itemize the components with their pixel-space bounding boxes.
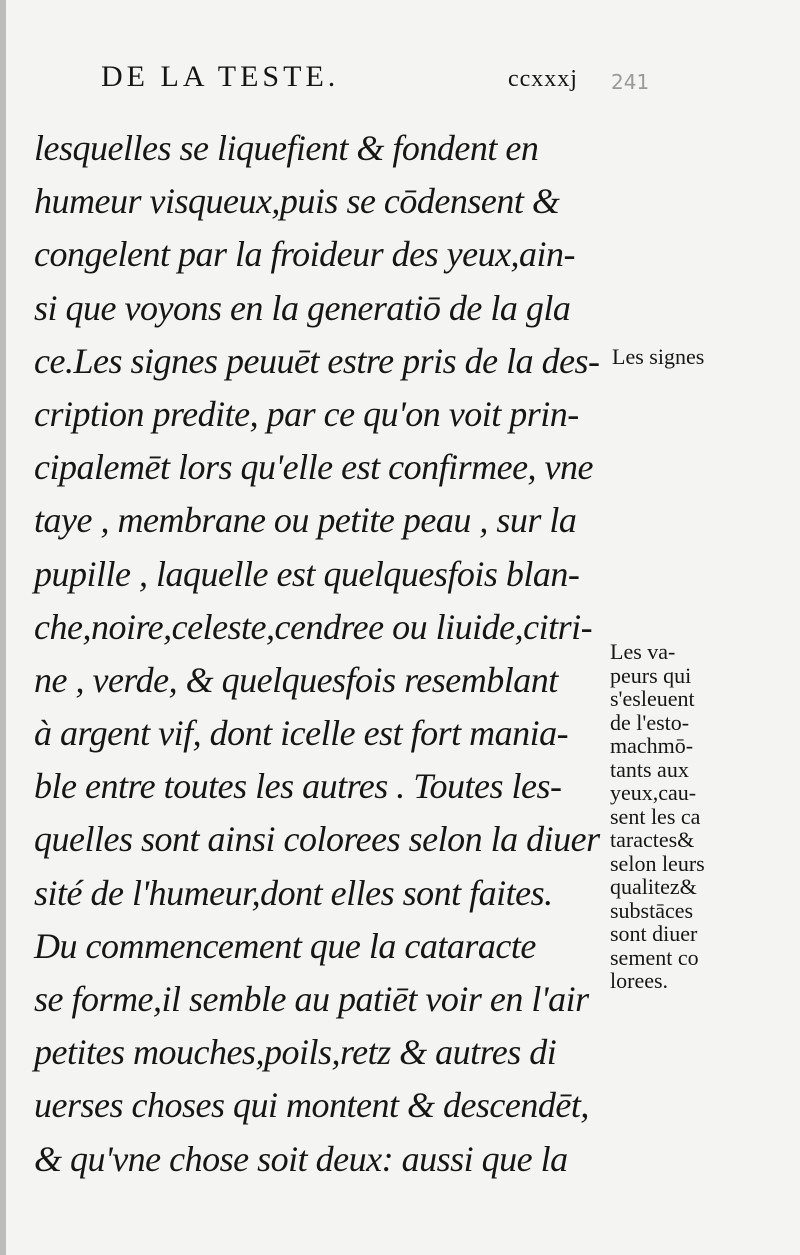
text-line: Du commencement que la cataracte (34, 925, 536, 966)
text-line: cipalemēt lors qu'elle est confirmee, vne (34, 447, 594, 488)
folio-number: ccxxxj (508, 66, 578, 92)
text-line: humeur visqueux,puis se cōdensent & (34, 181, 560, 222)
text-line: à argent vif, dont icelle est fort mania- (34, 713, 569, 754)
text-line: congelent par la froideur des yeux,ain- (34, 234, 576, 275)
body-text (34, 122, 609, 1186)
text-line: petites mouches,poils,retz & autres di (34, 1032, 557, 1073)
text-line: sité de l'humeur,dont elles sont faites. (34, 872, 553, 913)
marginal-line: machmō- (610, 733, 694, 758)
text-line: ne , verde, & quelquesfois resemblant (34, 659, 558, 700)
marginal-line: substāces (610, 897, 694, 923)
marginal-note-vapors (610, 640, 745, 993)
marginal-line: tants aux (610, 756, 689, 782)
text-line: ce.Les signes peuuēt estre pris de la des- (34, 340, 600, 381)
text-line: ble entre toutes les autres . Toutes les- (34, 766, 562, 807)
marginal-line: sont diuer (610, 921, 698, 946)
marginal-line: Les signes (612, 344, 705, 369)
marginal-line: Les va- (610, 639, 676, 664)
text-line: lesquelles se liquefient & fondent en (34, 128, 539, 168)
marginal-note-signs (612, 345, 747, 369)
marginal-line: yeux,cau- (610, 780, 697, 805)
text-line: uerses choses qui montent & descendēt, (34, 1085, 589, 1126)
marginal-line: taractes& (610, 827, 695, 852)
marginal-line: de l'esto- (610, 709, 690, 735)
marginal-line: s'esleuent (610, 686, 695, 711)
text-line: si que voyons en la generatiō de la gla (34, 287, 571, 328)
page-header (101, 60, 780, 100)
text-line: & qu'vne chose soit deux: aussi que la (34, 1138, 568, 1179)
marginal-line: selon leurs (610, 850, 705, 876)
marginal-line: sent les ca (610, 803, 701, 829)
marginal-line: lorees. (610, 968, 669, 993)
text-line: taye , membrane ou petite peau , sur la (34, 500, 577, 541)
text-line: cription predite, par ce qu'on voit prin- (34, 393, 579, 434)
text-line: che,noire,celeste,cendree ou liuide,citri- (34, 606, 593, 647)
marginal-line: peurs qui (610, 662, 692, 688)
text-line: quelles sont ainsi colorees selon la diuer (34, 819, 600, 860)
running-title: DE LA TESTE. (101, 60, 340, 93)
pencil-page-note: 241 (611, 70, 650, 94)
marginal-line: qualitez& (610, 874, 697, 899)
text-line: se forme,il semble au patiēt voir en l'air (34, 979, 589, 1019)
text-line: pupille , laquelle est quelquesfois blan- (34, 553, 580, 594)
marginal-line: sement co (610, 944, 699, 970)
